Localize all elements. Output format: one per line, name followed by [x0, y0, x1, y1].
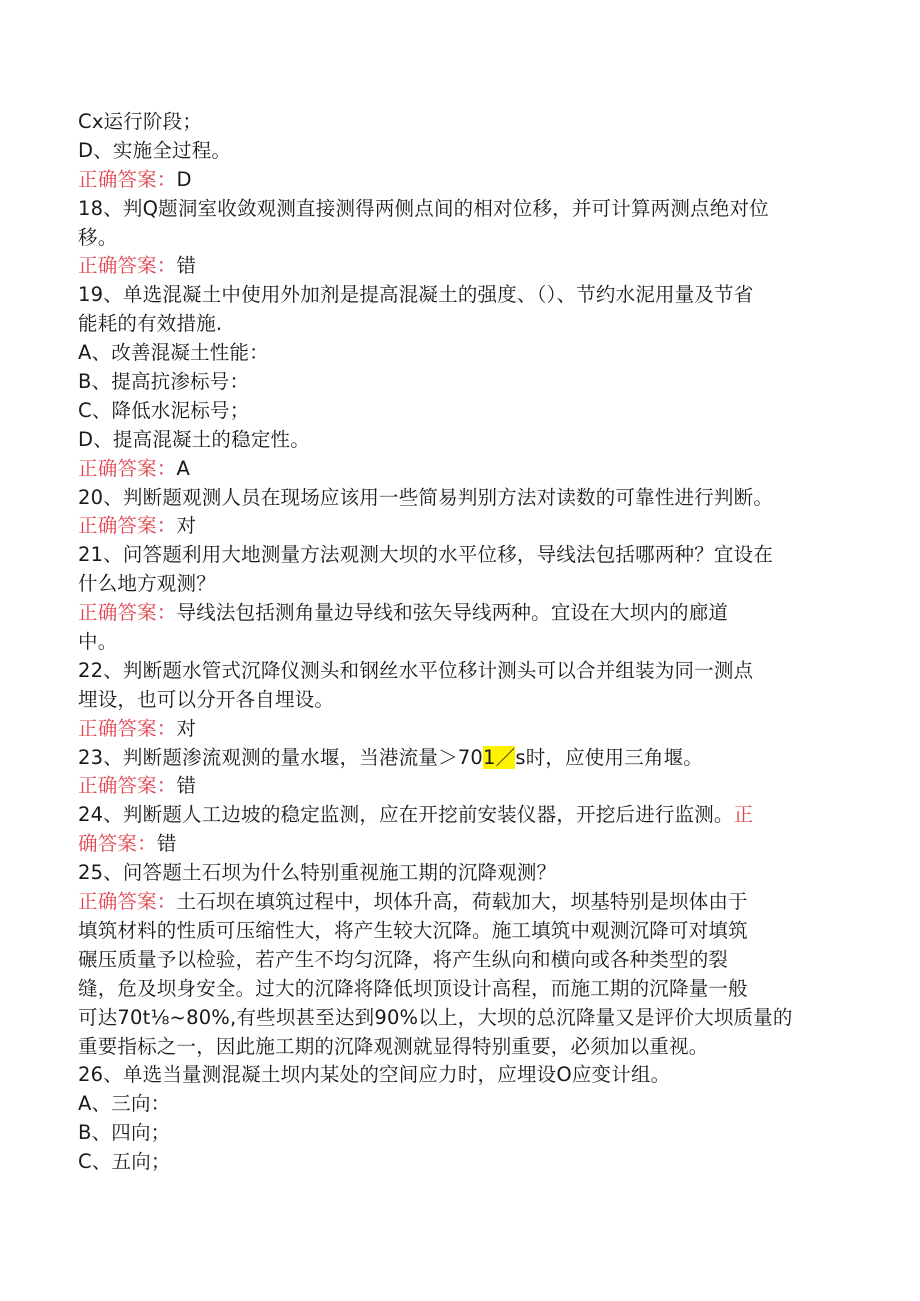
line-text: 26、单选当量测混凝土坝内某处的空间应力时，应埋设O应变计组。 — [78, 1063, 671, 1087]
text-line — [78, 397, 848, 426]
line-text: 22、判断题水管式沉降仪测头和钢丝水平位移计测头可以合并组装为同一测点 — [78, 658, 754, 682]
line-text: A、三向： — [78, 1092, 171, 1116]
answer-label: 正确答案： — [78, 254, 177, 278]
text-line — [78, 368, 848, 397]
line-text: 埋设，也可以分开各自埋设。 — [78, 687, 335, 711]
text-line — [78, 657, 848, 686]
text-line — [78, 801, 848, 830]
document-body — [78, 108, 848, 1177]
line-text: B、四向； — [78, 1121, 171, 1145]
line-text: A — [176, 456, 191, 480]
answer-label: 正确答案： — [78, 456, 177, 480]
line-text: 碾压质量予以检验，若产生不均匀沉降，将产生纵向和横向或各种类型的裂 — [78, 947, 729, 971]
line-text: B、提高抗渗标号： — [78, 370, 250, 394]
text-line — [78, 252, 848, 281]
text-line — [78, 599, 848, 628]
text-line — [78, 686, 848, 715]
text-line — [78, 859, 848, 888]
line-text: A、改善混凝土性能： — [78, 341, 269, 365]
line-text: 重要指标之一，因此施工期的沉降观测就显得特别重要，必须加以重视。 — [78, 1034, 709, 1058]
line-text: D、实施全过程。 — [78, 138, 232, 162]
line-text: 20、判断题观测人员在现场应该用一些简易判别方法对读数的可靠性进行判断。 — [78, 485, 774, 509]
line-text: 23、判断题渗流观测的量水堰，当港流量＞70 — [78, 745, 484, 769]
line-text: 中。 — [78, 630, 118, 654]
line-text: 24、判断题人工边坡的稳定监测，应在开挖前安装仪器，开挖后进行监测。 — [78, 803, 734, 827]
line-text: 错 — [176, 254, 197, 278]
text-line — [78, 1090, 848, 1119]
text-line — [78, 108, 848, 137]
text-line — [78, 281, 848, 310]
answer-label: 确答案： — [78, 832, 157, 856]
text-line — [78, 512, 848, 541]
text-line — [78, 455, 848, 484]
line-text: 错 — [176, 774, 197, 798]
text-line — [78, 628, 848, 657]
answer-label: 正 — [733, 803, 754, 827]
text-line — [78, 830, 848, 859]
text-line — [78, 137, 848, 166]
line-text: 土石坝在填筑过程中，坝体升高，荷载加大，坝基特别是坝体由于 — [176, 890, 748, 914]
text-line — [78, 1061, 848, 1090]
text-line — [78, 570, 848, 599]
text-line — [78, 772, 848, 801]
line-text: D — [176, 167, 192, 191]
text-line — [78, 541, 848, 570]
text-line — [78, 744, 848, 773]
line-text: 21、问答题利用大地测量方法观测大坝的水平位移，导线法包括哪两种？宜设在 — [78, 543, 774, 567]
highlighted-text: 1／ — [483, 745, 516, 769]
text-line — [78, 310, 848, 339]
line-text: 对 — [176, 716, 197, 740]
text-line — [78, 166, 848, 195]
text-line — [78, 1004, 848, 1033]
line-text: 什么地方观测？ — [78, 572, 216, 596]
line-text: C、五向； — [78, 1150, 171, 1174]
text-line — [78, 975, 848, 1004]
line-text: 错 — [156, 832, 177, 856]
text-line — [78, 426, 848, 455]
text-line — [78, 888, 848, 917]
line-text: 移。 — [78, 225, 118, 249]
answer-label: 正确答案： — [78, 514, 177, 538]
line-text: D、提高混凝土的稳定性。 — [78, 427, 310, 451]
line-text: 能耗的有效措施. — [78, 312, 223, 336]
answer-label: 正确答案： — [78, 167, 177, 191]
answer-label: 正确答案： — [78, 601, 177, 625]
text-line — [78, 917, 848, 946]
line-text: 18、判Q题洞室收敛观测直接测得两侧点间的相对位移，并可计算两测点绝对位 — [78, 196, 769, 220]
line-text: s时，应使用三角堰。 — [515, 745, 704, 769]
line-text: 缝，危及坝身安全。过大的沉降将降低坝顶设计高程，而施工期的沉降量一般 — [78, 976, 748, 1000]
line-text: 可达70t⅛~80%,有些坝甚至达到90%以上，大坝的总沉降量又是评价大坝质量的 — [78, 1005, 793, 1029]
line-text: 25、问答题土石坝为什么特别重视施工期的沉降观测？ — [78, 861, 557, 885]
text-line — [78, 1033, 848, 1062]
line-text: 19、单选混凝土中使用外加剂是提高混凝土的强度、（）、节约水泥用量及节省 — [78, 283, 754, 307]
line-text: Cx运行阶段； — [78, 110, 203, 133]
line-text: C、降低水泥标号； — [78, 398, 250, 422]
text-line — [78, 484, 848, 513]
text-line — [78, 1148, 848, 1177]
text-line — [78, 195, 848, 224]
answer-label: 正确答案： — [78, 716, 177, 740]
line-text: 对 — [176, 514, 197, 538]
answer-label: 正确答案： — [78, 890, 177, 914]
text-line — [78, 946, 848, 975]
text-line — [78, 339, 848, 368]
line-text: 填筑材料的性质可压缩性大，将产生较大沉降。施工填筑中观测沉降可对填筑 — [78, 918, 748, 942]
text-line — [78, 715, 848, 744]
answer-label: 正确答案： — [78, 774, 177, 798]
text-line — [78, 224, 848, 253]
line-text: 导线法包括测角量边导线和弦矢导线两种。宜设在大坝内的廊道 — [176, 601, 729, 625]
text-line — [78, 1119, 848, 1148]
